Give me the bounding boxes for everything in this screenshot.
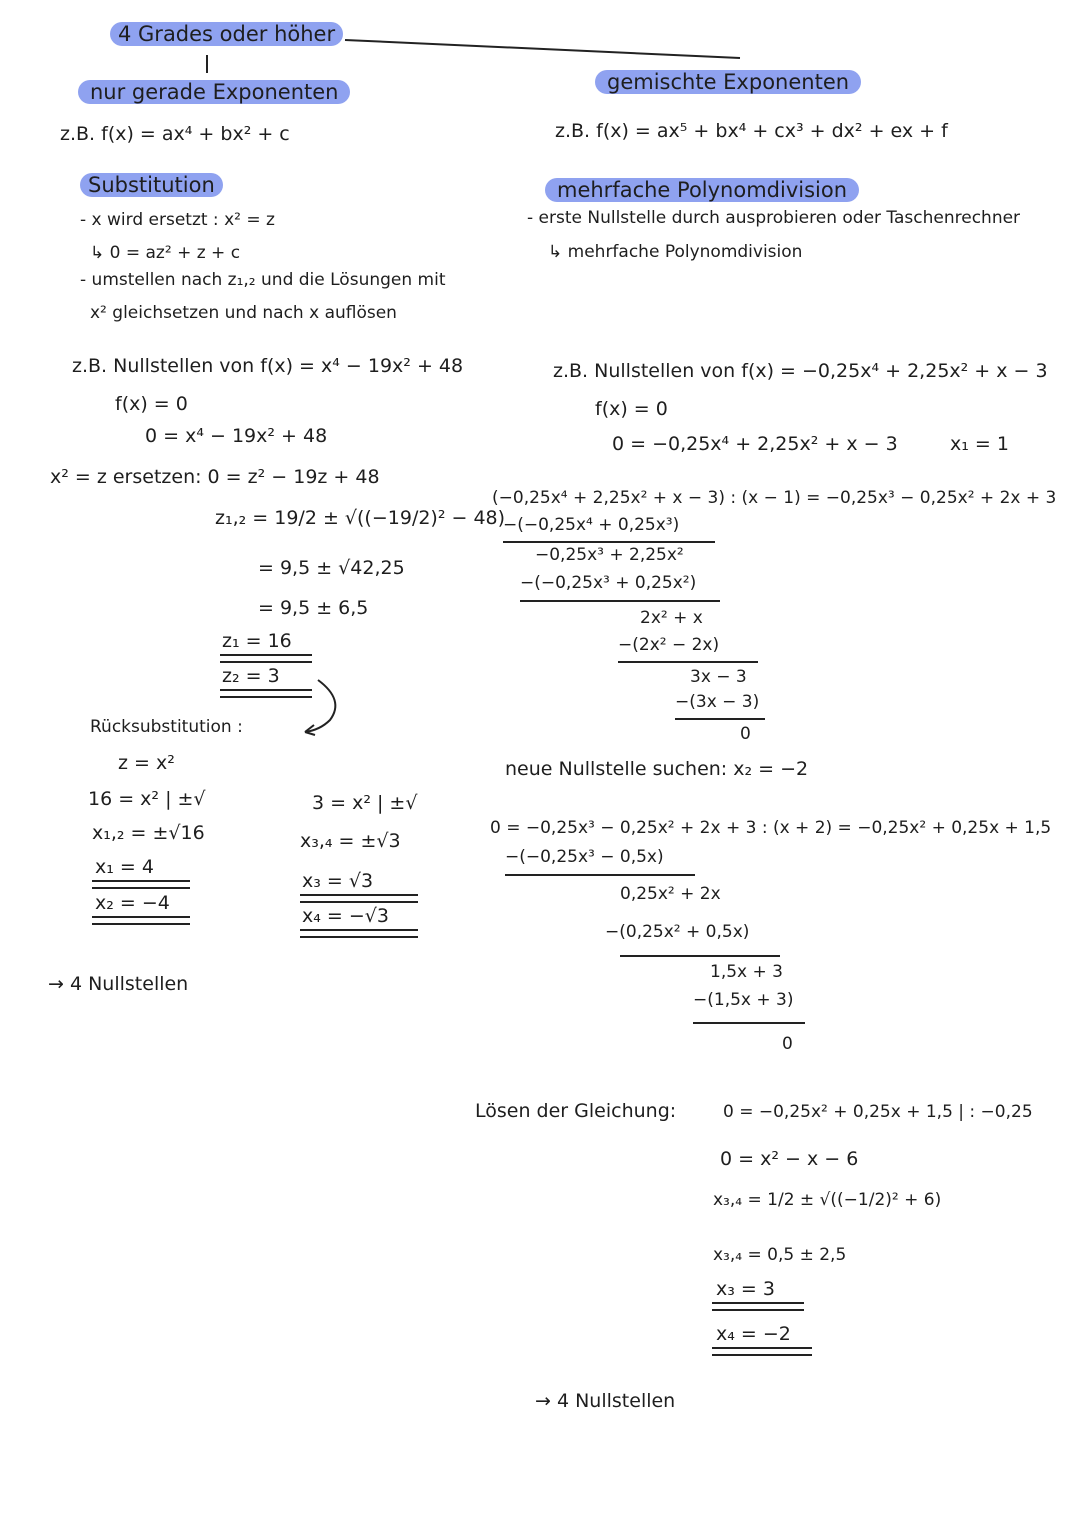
double-underline (92, 916, 190, 925)
x4-result-right: x₄ = −2 (716, 1323, 791, 1345)
solve-line: 0 = x² − x − 6 (720, 1148, 859, 1170)
division-line: −(1,5x + 3) (693, 990, 794, 1010)
top-heading: 4 Grades oder höher (110, 22, 343, 47)
division-line: 0,25x² + 2x (620, 884, 721, 904)
division-line: 1,5x + 3 (710, 962, 783, 982)
division-rule (693, 1022, 805, 1024)
double-underline (220, 654, 312, 663)
back-substitution-title: Rücksubstitution : (90, 717, 243, 737)
back-sub-line: x₁,₂ = ±√16 (92, 822, 205, 844)
left-calc-line: x² = z ersetzen: 0 = z² − 19z + 48 (50, 466, 380, 488)
back-sub-line: x₃,₄ = ±√3 (300, 830, 401, 852)
double-underline (300, 894, 418, 903)
division-line: 3x − 3 (690, 667, 747, 687)
division-line: 2x² + x (640, 608, 703, 628)
division-line: −(2x² − 2x) (618, 635, 720, 655)
division-line: 0 (740, 724, 751, 744)
x3-result-right: x₃ = 3 (716, 1278, 775, 1300)
double-underline (712, 1347, 812, 1356)
right-calc-line: 0 = −0,25x⁴ + 2,25x² + x − 3 (612, 433, 898, 455)
x4-result: x₄ = −√3 (302, 905, 389, 927)
double-underline (220, 689, 312, 698)
x1-guess: x₁ = 1 (950, 433, 1009, 455)
double-underline (92, 880, 190, 889)
right-heading: gemischte Exponenten (595, 70, 861, 95)
left-calc-line: = 9,5 ± 6,5 (258, 597, 369, 619)
division-line: −(−0,25x³ − 0,5x) (505, 847, 664, 867)
left-step: - x wird ersetzt : x² = z (80, 210, 275, 230)
double-underline (300, 929, 418, 938)
division-rule (620, 955, 780, 957)
left-step: x² gleichsetzen und nach x auflösen (90, 303, 397, 323)
division-rule (675, 718, 765, 720)
division-rule (505, 874, 695, 876)
left-calc-line: f(x) = 0 (115, 393, 188, 415)
double-underline (712, 1302, 804, 1311)
left-step: - umstellen nach z₁,₂ und die Lösungen mit (80, 270, 446, 290)
back-sub-line: z = x² (118, 752, 175, 774)
right-method-title: mehrfache Polynomdivision (545, 178, 859, 203)
back-sub-line: 3 = x² | ±√ (312, 792, 418, 814)
right-step: ↳ mehrfache Polynomdivision (548, 242, 803, 262)
division-rule (618, 661, 758, 663)
division-line: −(−0,25x³ + 0,25x²) (520, 573, 697, 593)
right-result: → 4 Nullstellen (535, 1390, 676, 1412)
division-line: −(−0,25x⁴ + 0,25x³) (503, 515, 680, 535)
left-step: ↳ 0 = az² + z + c (90, 243, 241, 263)
left-calc-line: z₁,₂ = 19/2 ± √((−19/2)² − 48) (215, 507, 506, 529)
z1-result: z₁ = 16 (222, 630, 292, 652)
left-method-title: Substitution (80, 173, 223, 198)
left-heading: nur gerade Exponenten (78, 80, 350, 105)
back-sub-line: 16 = x² | ±√ (88, 788, 206, 810)
right-example-func: z.B. f(x) = ax⁵ + bx⁴ + cx³ + dx² + ex + f (555, 120, 948, 142)
left-example-title: z.B. Nullstellen von f(x) = x⁴ − 19x² + 48 (72, 355, 464, 377)
left-result: → 4 Nullstellen (48, 973, 189, 995)
division-line: −(0,25x² + 0,5x) (605, 922, 750, 942)
solve-line: x₃,₄ = 1/2 ± √((−1/2)² + 6) (713, 1190, 942, 1210)
division-line: 0 (782, 1034, 793, 1054)
x1-result: x₁ = 4 (95, 856, 154, 878)
division-line: (−0,25x⁴ + 2,25x² + x − 3) : (x − 1) = −0,25x³ − 0,25x² + 2x + 3 (492, 488, 1057, 508)
division-rule (520, 600, 720, 602)
left-calc-line: 0 = x⁴ − 19x² + 48 (145, 425, 328, 447)
solve-line: 0 = −0,25x² + 0,25x + 1,5 | : −0,25 (723, 1102, 1033, 1122)
division-line: −(3x − 3) (675, 692, 760, 712)
division-line: 0 = −0,25x³ − 0,25x² + 2x + 3 : (x + 2) = −0,25x² + 0,25x + 1,5 (490, 818, 1052, 838)
x2-result: x₂ = −4 (95, 892, 170, 914)
right-step: - erste Nullstelle durch ausprobieren oder Taschenrechner (527, 208, 1021, 228)
solve-label: Lösen der Gleichung: (475, 1100, 677, 1122)
new-root: neue Nullstelle suchen: x₂ = −2 (505, 758, 809, 780)
division-line: −0,25x³ + 2,25x² (535, 545, 684, 565)
x3-result: x₃ = √3 (302, 870, 374, 892)
solve-line: x₃,₄ = 0,5 ± 2,5 (713, 1245, 847, 1265)
right-calc-line: f(x) = 0 (595, 398, 668, 420)
right-example-title: z.B. Nullstellen von f(x) = −0,25x⁴ + 2,25x² + x − 3 (553, 360, 1048, 382)
left-calc-line: = 9,5 ± √42,25 (258, 557, 405, 579)
left-example-func: z.B. f(x) = ax⁴ + bx² + c (60, 123, 290, 145)
division-rule (503, 541, 715, 543)
z2-result: z₂ = 3 (222, 665, 280, 687)
